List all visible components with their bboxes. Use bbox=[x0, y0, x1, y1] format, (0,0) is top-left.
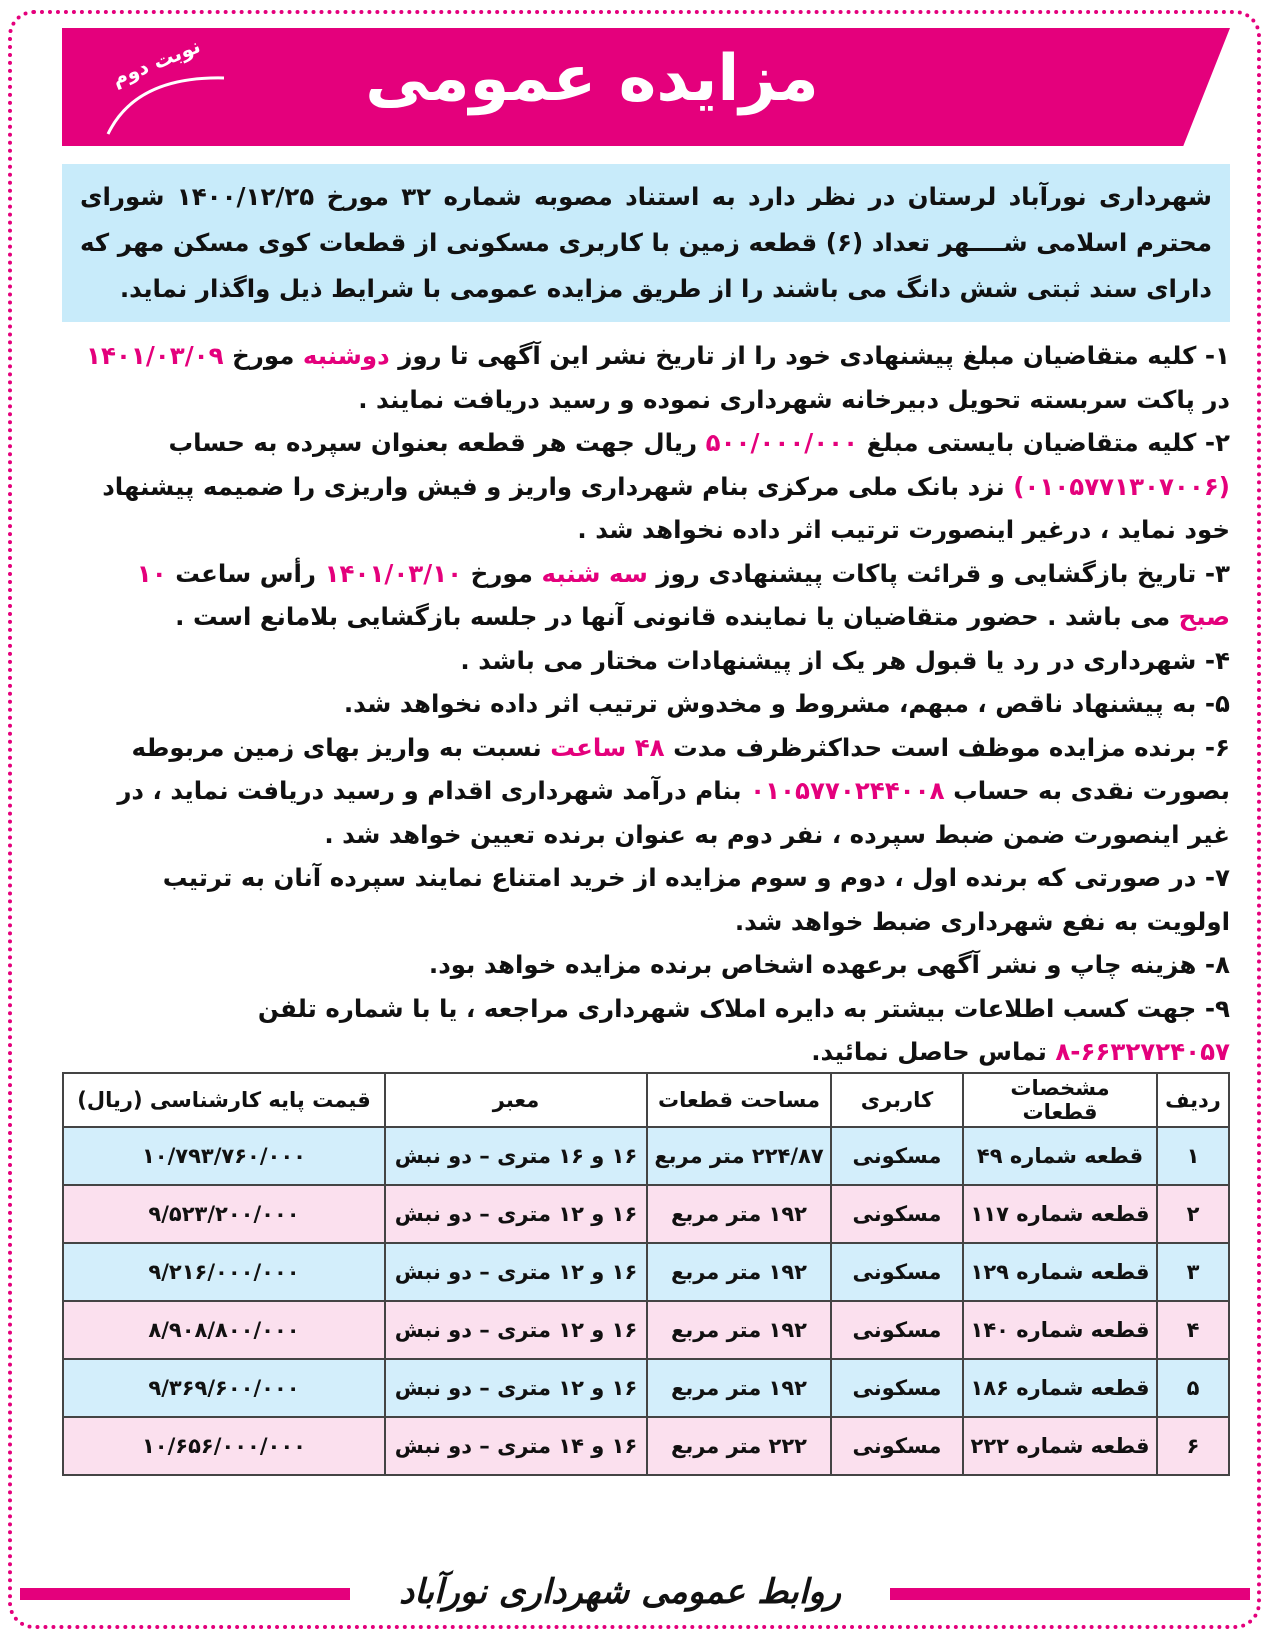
cell-row-number: ۵ bbox=[1157, 1359, 1229, 1417]
cell-passage: ۱۶ و ۱۶ متری – دو نبش bbox=[385, 1127, 647, 1185]
cell-price: ۱۰/۶۵۶/۰۰۰/۰۰۰ bbox=[63, 1417, 385, 1475]
cell-price: ۹/۳۶۹/۶۰۰/۰۰۰ bbox=[63, 1359, 385, 1417]
condition-9 bbox=[78, 987, 1230, 1074]
cell-price: ۹/۵۲۳/۲۰۰/۰۰۰ bbox=[63, 1185, 385, 1243]
cell-use: مسکونی bbox=[831, 1243, 963, 1301]
condition-text: ۶- برنده مزایده موظف است حداکثرظرف مدت bbox=[664, 732, 1230, 762]
cell-area: ۱۹۲ متر مربع bbox=[647, 1359, 831, 1417]
opening-date: ۱۴۰۱/۰۳/۱۰ bbox=[324, 558, 463, 588]
lots-table bbox=[62, 1072, 1230, 1476]
deposit-amount: ۵۰۰/۰۰۰/۰۰۰ bbox=[705, 428, 859, 457]
header-use: کاربری bbox=[831, 1073, 963, 1127]
footer-bar-left bbox=[20, 1588, 350, 1600]
cell-price: ۹/۲۱۶/۰۰۰/۰۰۰ bbox=[63, 1243, 385, 1301]
cell-use: مسکونی bbox=[831, 1127, 963, 1185]
cell-spec: قطعه شماره ۴۹ bbox=[963, 1127, 1157, 1185]
condition-text: مورخ bbox=[223, 341, 303, 370]
opening-day: سه شنبه bbox=[541, 558, 648, 588]
condition-6 bbox=[78, 726, 1230, 857]
condition-3 bbox=[78, 552, 1230, 639]
cell-spec: قطعه شماره ۱۲۹ bbox=[963, 1243, 1157, 1301]
payment-deadline: ۴۸ ساعت bbox=[550, 732, 665, 762]
deadline-date: ۱۴۰۱/۰۳/۰۹ bbox=[86, 341, 224, 370]
intro-paragraph: شهرداری نورآباد لرستان در نظر دارد به استناد مصوبه شماره ۳۲ مورخ ۱۴۰۰/۱۲/۲۵ شورای محترم اسلامی شــــهر تعداد (۶) قطعه زمین با کاربری مسکونی از قطعات کوی مسکن مهر که دارای سند ثبتی شش دانگ می باشند را از طریق مزایده عمومی با شرایط ذیل واگذار نماید. bbox=[62, 164, 1230, 322]
opening-time: ۱۰ صبح bbox=[136, 558, 1230, 631]
cell-price: ۱۰/۷۹۳/۷۶۰/۰۰۰ bbox=[63, 1127, 385, 1185]
cell-use: مسکونی bbox=[831, 1301, 963, 1359]
cell-area: ۲۲۴/۸۷ متر مربع bbox=[647, 1127, 831, 1185]
header-row-number: ردیف bbox=[1157, 1073, 1229, 1127]
header-price: قیمت پایه کارشناسی (ریال) bbox=[63, 1073, 385, 1127]
condition-4: ۴- شهرداری در رد یا قبول هر یک از پیشنهادات مختار می باشد . bbox=[460, 645, 1230, 675]
condition-text: ریال جهت هر قطعه بعنوان سپرده به حساب bbox=[168, 428, 706, 457]
condition-text: ۳- تاریخ بازگشایی و قرائت پاکات پیشنهادی روز bbox=[647, 558, 1230, 588]
condition-text: ۱- کلیه متقاضیان مبلغ پیشنهادی خود را از تاریخ نشر این آگهی تا روز bbox=[389, 341, 1230, 370]
table-row bbox=[63, 1359, 1229, 1417]
condition-1 bbox=[78, 334, 1230, 421]
header-passage: معبر bbox=[385, 1073, 647, 1127]
condition-text: تماس حاصل نمائید. bbox=[811, 1037, 1056, 1066]
condition-text: ۲- کلیه متقاضیان بایستی مبلغ bbox=[858, 428, 1230, 457]
footer-bar-right bbox=[890, 1588, 1250, 1600]
table-row bbox=[63, 1243, 1229, 1301]
condition-text: نزد بانک ملی مرکزی بنام شهرداری واریز و فیش واریزی را ضمیمه پیشنهاد خود نماید ، درغیر اینصورت ترتیب اثر داده نخواهد شد . bbox=[102, 471, 1230, 544]
header-area: مساحت قطعات bbox=[647, 1073, 831, 1127]
condition-8: ۸- هزینه چاپ و نشر آگهی برعهده اشخاص برنده مزایده خواهد بود. bbox=[428, 950, 1230, 979]
condition-text: مورخ bbox=[462, 558, 542, 588]
condition-7: ۷- در صورتی که برنده اول ، دوم و سوم مزایده از خرید امتناع نمایند سپرده آنان به ترتیب اولویت به نفع شهرداری ضبط خواهد شد. bbox=[162, 863, 1230, 936]
deadline-day: دوشنبه bbox=[302, 341, 390, 370]
table-row bbox=[63, 1127, 1229, 1185]
conditions-list bbox=[78, 334, 1230, 1074]
condition-2 bbox=[78, 421, 1230, 552]
round-text: نوبت دوم bbox=[108, 33, 204, 91]
table-row bbox=[63, 1185, 1229, 1243]
cell-spec: قطعه شماره ۱۸۶ bbox=[963, 1359, 1157, 1417]
cell-use: مسکونی bbox=[831, 1417, 963, 1475]
cell-row-number: ۳ bbox=[1157, 1243, 1229, 1301]
table-header-row bbox=[63, 1073, 1229, 1127]
condition-text: رأس ساعت bbox=[166, 558, 325, 588]
phone-number: ۶۶۳۲۷۲۴۰۵۷-۸ bbox=[1055, 1037, 1230, 1066]
cell-area: ۱۹۲ متر مربع bbox=[647, 1301, 831, 1359]
cell-row-number: ۶ bbox=[1157, 1417, 1229, 1475]
cell-spec: قطعه شماره ۱۱۷ bbox=[963, 1185, 1157, 1243]
revenue-account: ۰۱۰۵۷۷۰۲۴۴۰۰۸ bbox=[750, 776, 945, 805]
header-spec: مشخصات قطعات bbox=[963, 1073, 1157, 1127]
cell-passage: ۱۶ و ۱۲ متری – دو نبش bbox=[385, 1243, 647, 1301]
footer-signature: روابط عمومی شهرداری نورآباد bbox=[399, 1572, 841, 1612]
deposit-account: (۰۱۰۵۷۷۱۳۰۷۰۰۶) bbox=[1013, 471, 1230, 501]
cell-price: ۸/۹۰۸/۸۰۰/۰۰۰ bbox=[63, 1301, 385, 1359]
cell-row-number: ۲ bbox=[1157, 1185, 1229, 1243]
condition-text: در پاکت سربسته تحویل دبیرخانه شهرداری نموده و رسید دریافت نمایند . bbox=[358, 384, 1230, 414]
cell-row-number: ۴ bbox=[1157, 1301, 1229, 1359]
cell-spec: قطعه شماره ۲۲۲ bbox=[963, 1417, 1157, 1475]
condition-text: بنام درآمد شهرداری اقدام و رسید دریافت نماید ، در غیر اینصورت ضمن ضبط سپرده ، نفر دوم به عنوان برنده تعیین خواهد شد . bbox=[117, 776, 1230, 849]
cell-use: مسکونی bbox=[831, 1359, 963, 1417]
round-label bbox=[96, 33, 256, 146]
cell-spec: قطعه شماره ۱۴۰ bbox=[963, 1301, 1157, 1359]
cell-area: ۱۹۲ متر مربع bbox=[647, 1185, 831, 1243]
cell-passage: ۱۶ و ۱۲ متری – دو نبش bbox=[385, 1185, 647, 1243]
condition-text: ۹- جهت کسب اطلاعات بیشتر به دایره املاک شهرداری مراجعه ، یا با شماره تلفن bbox=[257, 993, 1230, 1023]
cell-passage: ۱۶ و ۱۴ متری – دو نبش bbox=[385, 1417, 647, 1475]
cell-passage: ۱۶ و ۱۲ متری – دو نبش bbox=[385, 1359, 647, 1417]
condition-text: می باشد . حضور متقاضیان یا نماینده قانونی آنها در جلسه بازگشایی بلامانع است . bbox=[175, 602, 1179, 631]
page-title: مزایده عمومی bbox=[365, 42, 819, 116]
cell-area: ۲۲۲ متر مربع bbox=[647, 1417, 831, 1475]
condition-text: نسبت به واریز بهای زمین مربوطه بصورت نقدی به حساب bbox=[131, 732, 1230, 805]
condition-5: ۵- به پیشنهاد ناقص ، مبهم، مشروط و مخدوش ترتیب اثر داده نخواهد شد. bbox=[343, 689, 1230, 718]
cell-passage: ۱۶ و ۱۲ متری – دو نبش bbox=[385, 1301, 647, 1359]
table-row bbox=[63, 1301, 1229, 1359]
cell-area: ۱۹۲ متر مربع bbox=[647, 1243, 831, 1301]
table-row bbox=[63, 1417, 1229, 1475]
cell-row-number: ۱ bbox=[1157, 1127, 1229, 1185]
swoosh-icon bbox=[96, 36, 256, 146]
cell-use: مسکونی bbox=[831, 1185, 963, 1243]
